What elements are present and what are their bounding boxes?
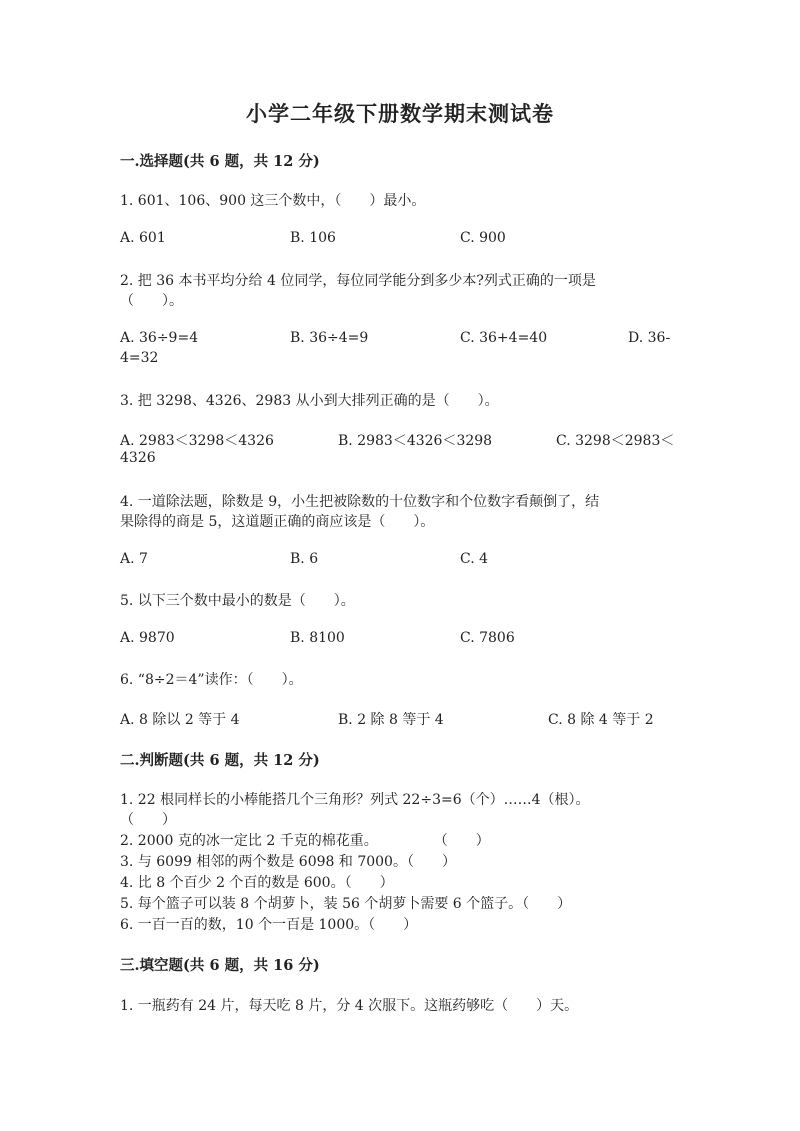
option-a: A. 8 除以 2 等于 4: [120, 712, 240, 728]
option-b: B. 6: [290, 551, 319, 567]
option-b: B. 8100: [290, 630, 345, 646]
fill-question-1: 1. 一瓶药有 24 片，每天吃 8 片，分 4 次服下。这瓶药够吃（ ）天。: [120, 998, 579, 1014]
question-2-cont: （ ）。: [120, 293, 183, 309]
option-b: B. 2 除 8 等于 4: [338, 712, 444, 728]
judgement-item: 6. 一百一百的数，10 个一百是 1000。（ ）: [120, 917, 418, 933]
judgement-item-cont: （ ）: [120, 812, 176, 828]
option-a: A. 9870: [120, 630, 175, 646]
judgement-item: 2. 2000 克的冰一定比 2 千克的棉花重。 （ ）: [120, 833, 490, 849]
judgement-item: 1. 22 根同样长的小棒能搭几个三角形？列式 22÷3=6（个）……4（根）。: [120, 792, 590, 808]
question-5: 5. 以下三个数中最小的数是（ ）。: [120, 593, 355, 609]
page-title: 小学二年级下册数学期末测试卷: [246, 101, 554, 126]
option-c: C. 8 除 4 等于 2: [548, 712, 654, 728]
section-heading-fill: 三.填空题(共 6 题，共 16 分): [120, 957, 320, 974]
judgement-item: 5. 每个篮子可以装 8 个胡萝卜，装 56 个胡萝卜需要 6 个篮子。（ ）: [120, 896, 572, 912]
option-a: A. 36÷9=4: [120, 330, 199, 346]
option-c: C. 36+4=40: [460, 330, 548, 346]
judgement-item: 4. 比 8 个百少 2 个百的数是 600。（ ）: [120, 875, 394, 891]
option-d-cont: 4=32: [120, 350, 159, 366]
option-a: A. 7: [120, 551, 148, 567]
option-a: A. 2983＜3298＜4326: [120, 433, 274, 449]
question-4: 4. 一道除法题，除数是 9，小生把被除数的十位数字和个位数字看颠倒了，结: [120, 494, 600, 510]
option-b: B. 36÷4=9: [290, 330, 369, 346]
question-1: 1. 601、106、900 这三个数中，（ ）最小。: [120, 193, 426, 209]
option-c: C. 3298＜2983＜: [556, 433, 675, 449]
option-b: B. 106: [290, 230, 336, 246]
section-heading-choice: 一.选择题(共 6 题，共 12 分): [120, 153, 320, 170]
option-d: D. 36-: [628, 330, 671, 346]
section-heading-judgement: 二.判断题(共 6 题，共 12 分): [120, 752, 320, 769]
question-3: 3. 把 3298、4326、2983 从小到大排列正确的是（ ）。: [120, 393, 499, 409]
question-4-cont: 果除得的商是 5，这道题正确的商应该是（ ）。: [120, 514, 435, 530]
option-c-cont: 4326: [120, 450, 156, 466]
option-c: C. 7806: [460, 630, 515, 646]
question-2: 2. 把 36 本书平均分给 4 位同学，每位同学能分到多少本?列式正确的一项是: [120, 273, 596, 289]
option-c: C. 900: [460, 230, 506, 246]
judgement-item: 3. 与 6099 相邻的两个数是 6098 和 7000。（ ）: [120, 854, 456, 870]
option-c: C. 4: [460, 551, 489, 567]
option-b: B. 2983＜4326＜3298: [338, 433, 493, 449]
question-6: 6. “8÷2＝4”读作：（ ）。: [120, 672, 303, 688]
option-a: A. 601: [120, 230, 166, 246]
